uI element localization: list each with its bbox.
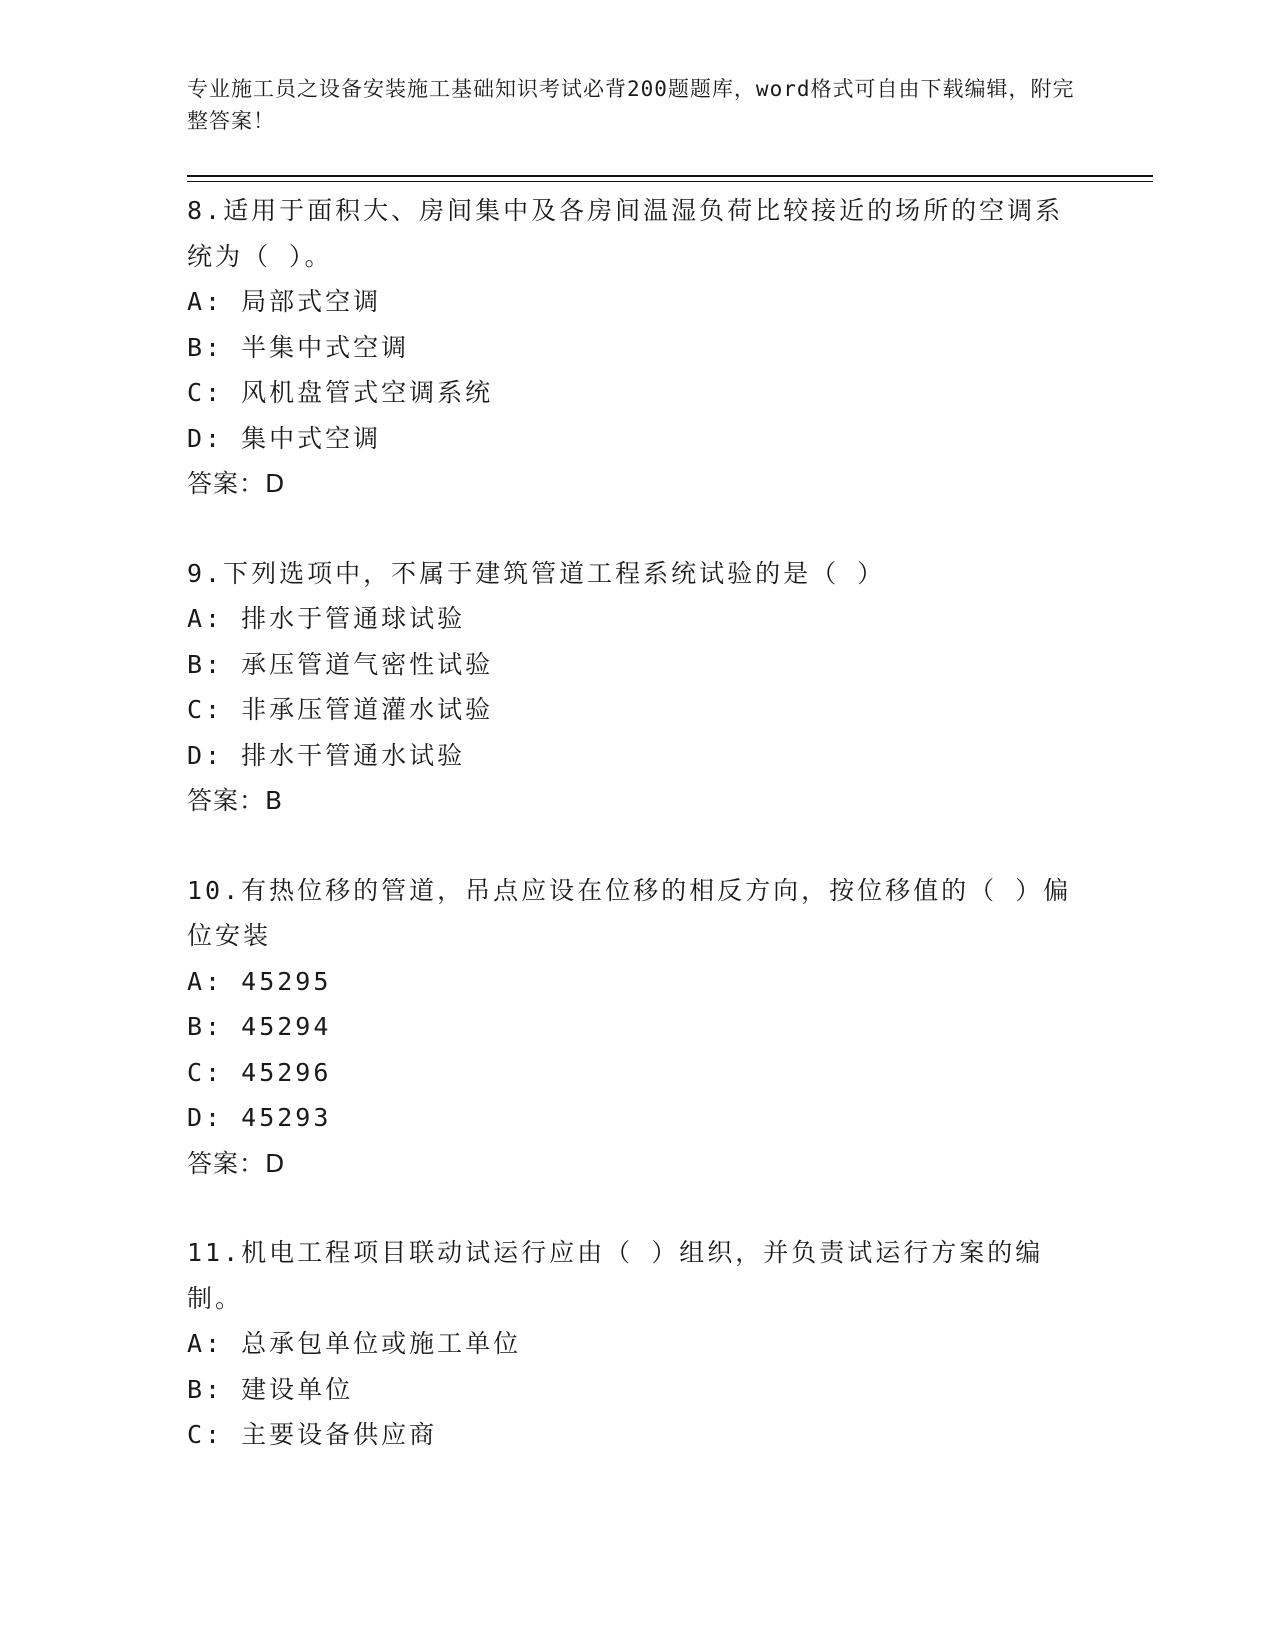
question-stem: 9.下列选项中，不属于建筑管道工程系统试验的是（ ） (187, 558, 886, 588)
option-b: B: 建设单位 (187, 1374, 354, 1404)
option-c: C: 风机盘管式空调系统 (187, 378, 494, 407)
question-stem: 10.有热位移的管道，吊点应设在位移的相反方向，按位移值的（ ）偏位安装 (187, 875, 1072, 950)
option-c: C: 45296 (187, 1057, 332, 1087)
option-b: B: 半集中式空调 (187, 332, 410, 362)
question-10 (187, 868, 1087, 1187)
answer-line: 答案：D (187, 1148, 286, 1178)
option-c: C: 非承压管道灌水试验 (187, 695, 494, 724)
option-a: A: 总承包单位或施工单位 (187, 1329, 522, 1358)
question-list (187, 188, 1087, 1502)
option-b: B: 承压管道气密性试验 (187, 649, 494, 679)
answer-line: 答案：B (187, 786, 284, 815)
option-d: D: 45293 (187, 1103, 332, 1132)
option-c: C: 主要设备供应商 (187, 1420, 438, 1449)
option-a: A: 排水于管通球试验 (187, 604, 466, 633)
option-b: B: 45294 (187, 1012, 332, 1041)
question-stem: 11.机电工程项目联动试运行应由（ ）组织，并负责试运行方案的编制。 (187, 1238, 1044, 1313)
option-d: D: 集中式空调 (187, 423, 382, 453)
page-header: 专业施工员之设备安装施工基础知识考试必背200题题库，word格式可自由下载编辑，附完整答案！ (187, 77, 1075, 133)
question-stem: 8.适用于面积大、房间集中及各房间温湿负荷比较接近的场所的空调系统为（ ）。 (187, 196, 1064, 271)
question-8 (187, 188, 1087, 507)
option-d: D: 排水干管通水试验 (187, 740, 466, 770)
question-9 (187, 551, 1087, 824)
answer-line: 答案：D (187, 469, 286, 498)
question-11 (187, 1230, 1087, 1458)
option-a: A: 局部式空调 (187, 287, 382, 316)
header-divider-thin (187, 181, 1153, 182)
header-divider (187, 175, 1153, 177)
option-a: A: 45295 (187, 966, 332, 996)
